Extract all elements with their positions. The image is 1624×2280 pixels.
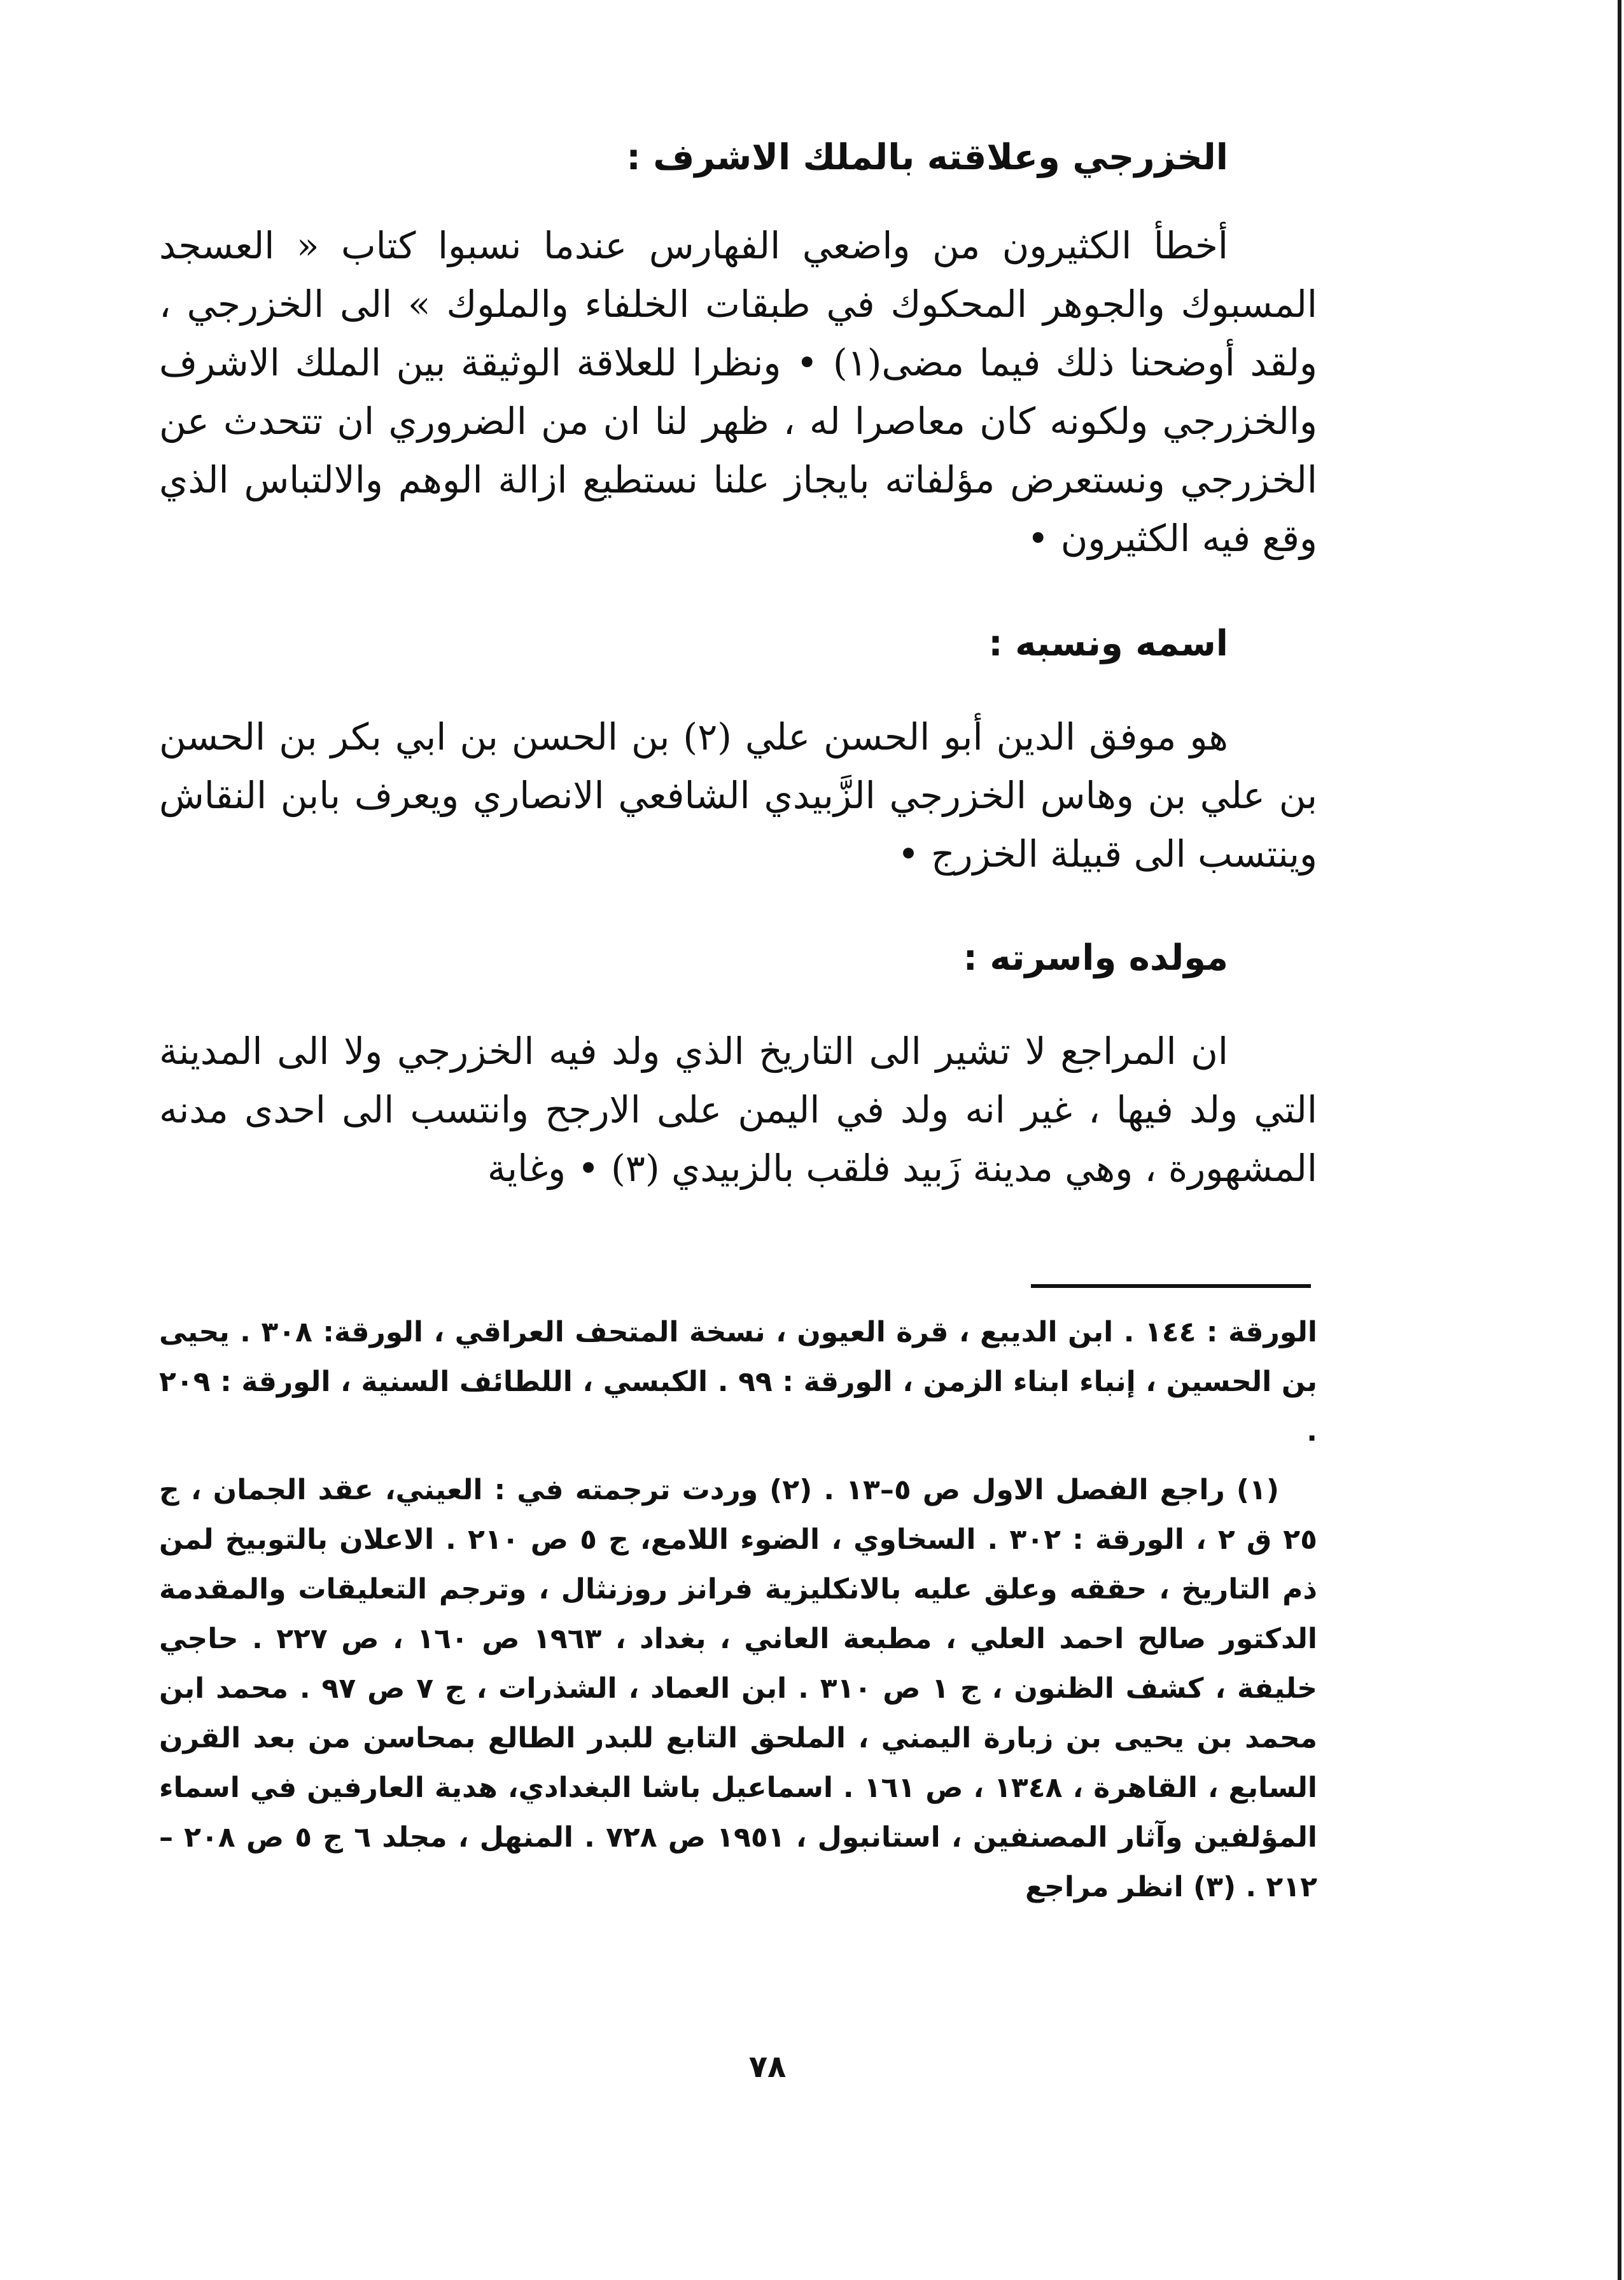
footnote-continuation: الورقة : ١٤٤ . ابن الديبع ، قرة العيون ، نسخة المتحف العراقي ، الورقة: ٣٠٨ . يحيى بن الحسين ، إنباء ابناء الزمن ، الورقة : ٩٩ . الكبسي ، اللطائف السنية ، الورقة : ٢٠٩ .	[159, 1316, 1317, 1448]
section-heading: الخزرجي وعلاقته بالملك الاشرف :	[626, 137, 1228, 178]
section-heading: اسمه ونسبه :	[988, 623, 1228, 664]
page-number: ٧٨	[748, 2049, 787, 2085]
section-paragraph: أخطأ الكثيرون من واضعي الفهارس عندما نسبوا كتاب « العسجد المسبوك والجوهر المحكوك في طبقات الخلفاء والملوك » الى الخزرجي ، ولقد أوضحنا ذلك فيما مضى(١) • ونظرا للعلاقة الوثيقة بين الملك الاشرف والخزرجي ولكونه كان معاصرا له ، ظهر لنا ان من الضروري ان تتحدث عن الخزرجي ونستعرض مؤلفاته بايجاز علنا نستطيع ازالة الوهم والالتباس الذي وقع فيه الكثيرون •	[159, 224, 1317, 560]
footnotes-block	[159, 1308, 1317, 1912]
footnote-divider	[1031, 1284, 1311, 1288]
main-text-column	[159, 121, 1317, 1198]
section-heading: مولده واسرته :	[963, 937, 1228, 979]
section-paragraph: ان المراجع لا تشير الى التاريخ الذي ولد فيه الخزرجي ولا الى المدينة التي ولد فيها ، غير انه ولد في اليمن على الارجح وانتسب الى احدى مدنه المشهورة ، وهي مدينة زَبيد فلقب بالزبيدي (٣) • وغاية	[159, 1030, 1317, 1190]
section-paragraph: هو موفق الدين أبو الحسن علي (٢) بن الحسن بن ابي بكر بن الحسن بن علي بن وهاس الخزرجي الزَّبيدي الشافعي الانصاري ويعرف بابن النقاش وينتسب الى قبيلة الخزرج •	[159, 715, 1317, 876]
footnote-entries: (١) راجع الفصل الاول ص ٥–١٣ . (٢) وردت ترجمته في : العيني، عقد الجمان ، ج ٢٥ ق ٢ ، الورقة : ٣٠٢ . السخاوي ، الضوء اللامع، ج ٥ ص ٢١٠ . الاعلان بالتوبيخ لمن ذم التاريخ ، حققه وعلق عليه بالانكليزية فرانز روزنثال ، وترجم التعليقات والمقدمة الدكتور صالح احمد العلي ، مطبعة العاني ، بغداد ، ١٩٦٣ ص ١٦٠ ، ص ٢٢٧ . حاجي خليفة ، كشف الظنون ، ج ١ ص ٣١٠ . ابن العماد ، الشذرات ، ج ٧ ص ٩٧ . محمد ابن محمد بن يحيى بن زبارة اليمني ، الملحق التابع للبدر الطالع بمحاسن من بعد القرن السابع ، القاهرة ، ١٣٤٨ ، ص ١٦١ . اسماعيل باشا البغدادي، هدية العارفين في اسماء المؤلفين وآثار المصنفين ، استانبول ، ١٩٥١ ص ٧٢٨ . المنهل ، مجلد ٦ ج ٥ ص ٢٠٨ – ٢١٢ . (٣) انظر مراجع	[159, 1474, 1318, 1903]
page-edge-border	[1618, 0, 1621, 2280]
